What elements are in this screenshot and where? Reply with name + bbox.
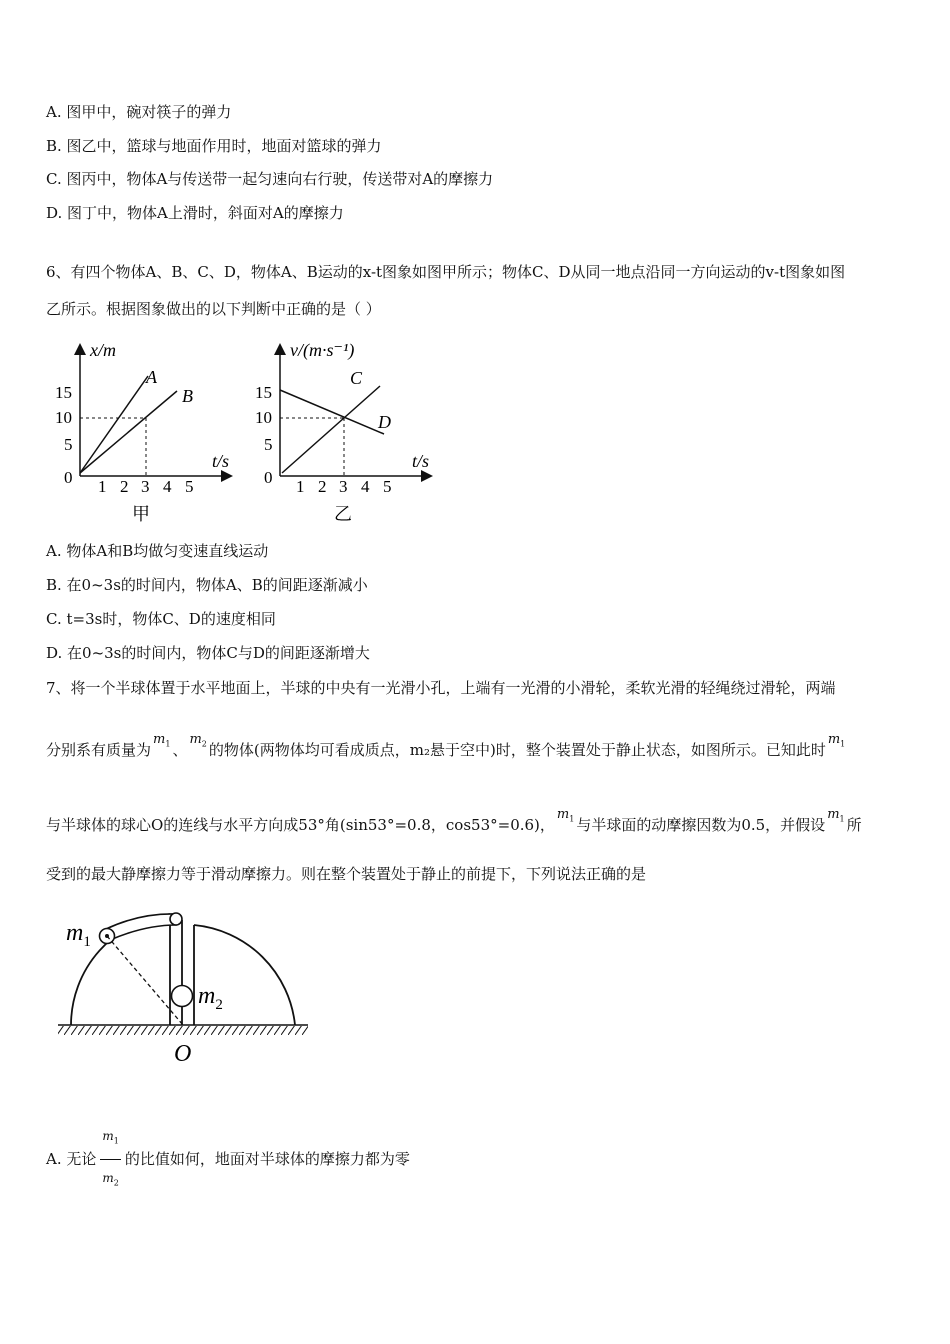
yi-label-c: C (350, 368, 363, 388)
jia-xtick-3: 3 (141, 477, 150, 496)
yi-xtick-3: 3 (339, 477, 348, 496)
q7-line1: 7、将一个半球体置于水平地面上，半球的中央有一光滑小孔，上端有一光滑的小滑轮，柔软光滑的轻绳绕过滑轮，两端 (46, 679, 836, 697)
q7-line2b: 、 (172, 741, 188, 759)
yi-ytick-0: 0 (264, 468, 273, 487)
jia-label-b: B (182, 386, 193, 406)
radius-dashed (107, 936, 183, 1025)
m1-symbol-2: $m_1$ (827, 732, 846, 749)
jia-ytick-0: 0 (64, 468, 73, 487)
jia-ytick-10: 10 (55, 408, 72, 427)
m1-symbol: $m_1$ (153, 732, 171, 749)
yi-xlabel: t/s (412, 451, 430, 471)
jia-xtick-1: 1 (98, 477, 107, 496)
m2-ball (172, 986, 193, 1007)
q7-option-a-pre: A. 无论 (46, 1149, 97, 1168)
q5-option-a: A. 图甲中，碗对筷子的弹力 (46, 103, 232, 121)
q7-line3a: 与半球体的球心O的连线与水平方向成53°角(sin53°=0.8，cos53°=0.6)， (46, 816, 555, 834)
jia-ytick-5: 5 (64, 435, 73, 454)
yi-xtick-2: 2 (318, 477, 327, 496)
ground-hatch (58, 1026, 308, 1035)
yi-ytick-10: 10 (255, 408, 272, 427)
hemisphere-right (194, 925, 295, 1025)
yi-caption: 乙 (334, 504, 352, 524)
q6-stem-line1: 6、有四个物体A、B、C、D，物体A、B运动的x-t图象如图甲所示；物体C、D从同一地点沿同一方向运动的v-t图象如图 (46, 263, 846, 281)
yi-xtick-4: 4 (361, 477, 370, 496)
jia-xtick-5: 5 (185, 477, 194, 496)
jia-ytick-15: 15 (55, 383, 72, 402)
q6-option-b: B. 在0~3s的时间内，物体A、B的间距逐渐减小 (46, 576, 368, 594)
yi-xtick-5: 5 (383, 477, 392, 496)
graph-jia (50, 336, 250, 531)
q6-stem-line2: 乙所示。根据图象做出的以下判断中正确的是（ ） (46, 300, 381, 318)
yi-xtick-1: 1 (296, 477, 305, 496)
hemisphere-figure (50, 905, 330, 1075)
q7-line3c: 所 (846, 816, 862, 834)
m1-symbol-4: $m_1$ (827, 807, 845, 824)
m1-over-m2-fraction: $\frac{m_1}{m_2}$ (100, 1118, 120, 1202)
q7-line2c: 的物体(两物体均可看成质点，m₂悬于空中)时，整个装置处于静止状态，如图所示。已知此时 (208, 741, 826, 759)
yi-ytick-5: 5 (264, 435, 273, 454)
jia-ylabel: x/m (90, 340, 116, 360)
yi-line-c (282, 386, 380, 473)
fig-o-label: O (174, 1041, 192, 1067)
m1-symbol-3: $m_1$ (556, 807, 575, 824)
q6-option-d: D. 在0~3s的时间内，物体C与D的间距逐渐增大 (46, 644, 370, 662)
jia-label-a: A (146, 367, 157, 387)
yi-ylabel: v/(m·s⁻¹) (290, 340, 355, 360)
q7-line3 (46, 807, 862, 842)
graph-yi (252, 336, 452, 531)
jia-xtick-4: 4 (163, 477, 172, 496)
yi-ytick-15: 15 (255, 383, 272, 402)
jia-caption: 甲 (132, 504, 150, 524)
q5-option-b: B. 图乙中，篮球与地面作用时，地面对篮球的弹力 (46, 137, 382, 155)
jia-xtick-2: 2 (120, 477, 129, 496)
q7-line2 (46, 732, 847, 767)
fig-m2-label: $m_2$ (198, 983, 223, 1013)
q7-line4: 受到的最大静摩擦力等于滑动摩擦力。则在整个装置处于静止的前提下，下列说法正确的是 (46, 865, 647, 883)
m2-symbol: $m_2$ (189, 732, 207, 749)
fig-m1-label: $m_1$ (66, 920, 91, 950)
q6-option-c: C. t=3s时，物体C、D的速度相同 (46, 610, 276, 628)
q7-line3b: 与半球面的动摩擦因数为0.5，并假设 (576, 816, 826, 834)
q7-line2a: 分别系有质量为 (46, 741, 152, 759)
pulley-icon (170, 913, 182, 925)
q5-option-d: D. 图丁中，物体A上滑时，斜面对A的摩擦力 (46, 204, 344, 222)
q7-option-a (46, 1118, 410, 1202)
pulley-arm (106, 914, 176, 940)
yi-label-d: D (378, 412, 391, 432)
jia-xlabel: t/s (212, 451, 230, 471)
q7-option-a-post: 的比值如何，地面对半球体的摩擦力都为零 (124, 1149, 410, 1168)
q5-option-c: C. 图丙中，物体A与传送带一起匀速向右行驶，传送带对A的摩擦力 (46, 170, 494, 188)
q6-option-a: A. 物体A和B均做匀变速直线运动 (46, 542, 269, 560)
